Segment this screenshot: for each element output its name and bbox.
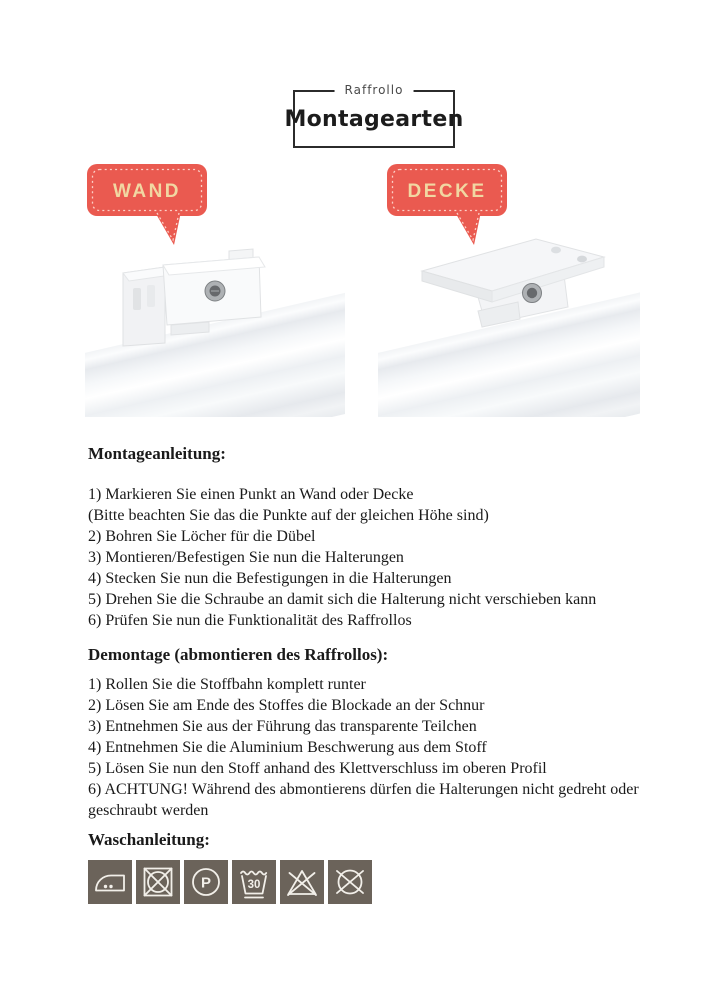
instruction-line: 5) Lösen Sie nun den Stoff anhand des Klettverschluss im oberen Profil — [88, 760, 547, 777]
instruction-line: 4) Stecken Sie nun die Befestigungen in die Halterungen — [88, 570, 452, 587]
demontage-steps — [88, 674, 644, 821]
dry-clean-letter: P — [200, 874, 212, 892]
instruction-line: (Bitte beachten Sie das die Punkte auf der gleichen Höhe sind) — [88, 507, 489, 524]
logo-title: Montagearten — [284, 106, 464, 132]
montage-heading: Montageanleitung: — [88, 444, 226, 463]
instructions — [88, 443, 644, 904]
wasch-heading: Waschanleitung: — [88, 830, 210, 849]
ceiling-label-bubble — [386, 163, 512, 251]
instruction-line: 3) Entnehmen Sie aus der Führung das transparente Teilchen — [88, 718, 477, 735]
do-not-bleach-icon — [280, 860, 324, 904]
instruction-line: 3) Montieren/Befestigen Sie nun die Halterungen — [88, 549, 404, 566]
demontage-heading: Demontage (abmontieren des Raffrollos): — [88, 645, 389, 664]
wall-label: WAND — [112, 181, 182, 202]
ceiling-label: DECKE — [407, 181, 487, 202]
instruction-line: 1) Markieren Sie einen Punkt an Wand oder Decke — [88, 486, 414, 503]
wash-30-icon — [232, 860, 276, 904]
do-not-dry-clean-icon — [328, 860, 372, 904]
logo-box — [284, 83, 464, 148]
care-symbols-row — [88, 860, 644, 904]
montage-steps — [88, 484, 644, 631]
instruction-line: 6) ACHTUNG! Während des abmontierens dürfen die Halterungen nicht gedreht oder geschraubt werden — [88, 781, 639, 819]
instruction-line: 2) Bohren Sie Löcher für die Dübel — [88, 528, 316, 545]
dry-clean-p-icon — [184, 860, 228, 904]
instruction-line: 4) Entnehmen Sie die Aluminium Beschwerung aus dem Stoff — [88, 739, 487, 756]
instruction-line: 1) Rollen Sie die Stoffbahn komplett runter — [88, 676, 366, 693]
instruction-line: 2) Lösen Sie am Ende des Stoffes die Blockade an der Schnur — [88, 697, 485, 714]
iron-medium-icon — [88, 860, 132, 904]
instruction-line: 5) Drehen Sie die Schraube an damit sich die Halterung nicht verschieben kann — [88, 591, 597, 608]
instruction-line: 6) Prüfen Sie nun die Funktionalität des Raffrollos — [88, 612, 412, 629]
logo-subtitle: Raffrollo — [335, 83, 414, 97]
do-not-tumble-dry-icon — [136, 860, 180, 904]
wash-temperature: 30 — [247, 879, 261, 891]
wall-label-bubble — [86, 163, 212, 251]
